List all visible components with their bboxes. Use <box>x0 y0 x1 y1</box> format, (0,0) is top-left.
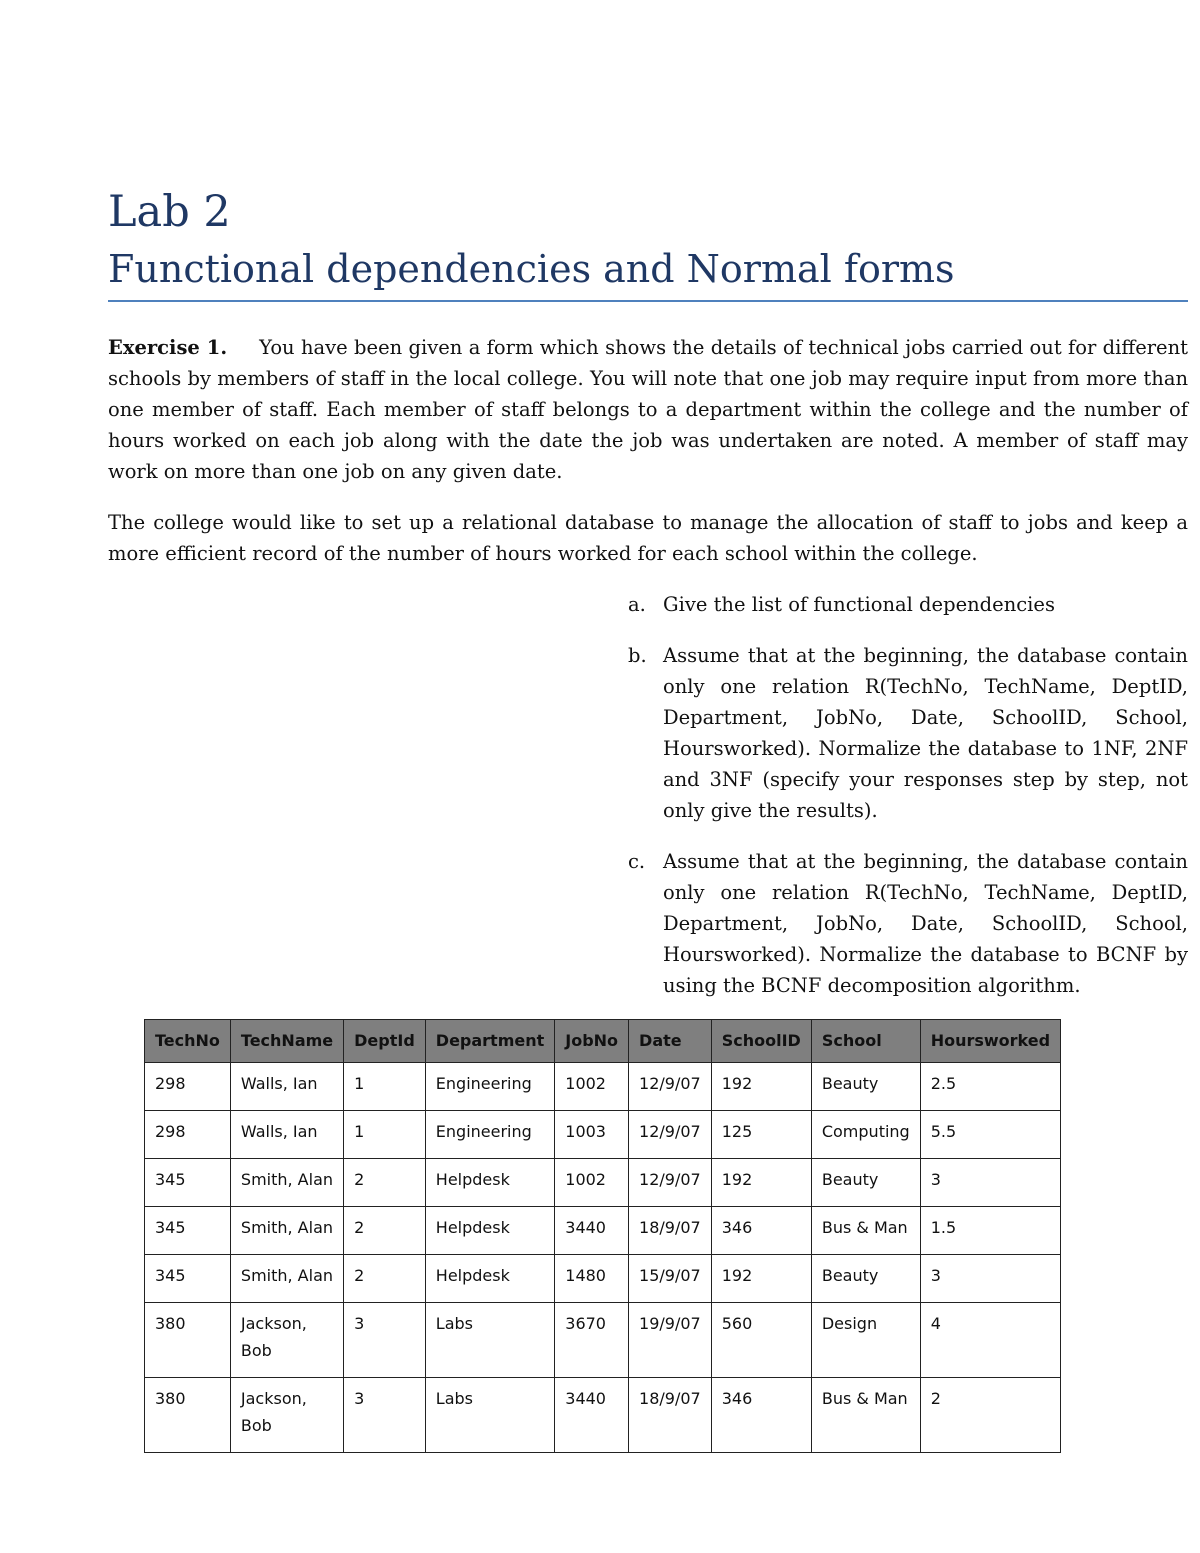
exercise-label: Exercise 1. <box>108 336 228 359</box>
cell-hoursworked: 3 <box>920 1255 1060 1303</box>
cell-deptid: 3 <box>344 1303 426 1378</box>
question-text: Assume that at the beginning, the database contain only one relation R(TechNo, TechName, DeptID, Department, JobNo, Date, SchoolID, School, Hoursworked). Normalize the database to 1NF, 2NF and 3NF (specify your responses step by step, not only give the results). <box>663 644 1188 822</box>
column-header: Hoursworked <box>920 1020 1060 1063</box>
cell-jobno: 1003 <box>555 1111 629 1159</box>
cell-schoolid: 125 <box>711 1111 811 1159</box>
cell-date: 18/9/07 <box>629 1207 712 1255</box>
cell-hoursworked: 3 <box>920 1159 1060 1207</box>
cell-school: Beauty <box>811 1063 920 1111</box>
cell-schoolid: 346 <box>711 1378 811 1453</box>
table-row <box>145 1303 1061 1378</box>
cell-techno: 345 <box>145 1207 231 1255</box>
question-text: Assume that at the beginning, the database contain only one relation R(TechNo, TechName, DeptID, Department, JobNo, Date, SchoolID, School, Hoursworked). Normalize the database to BCNF by using the BCNF decomposition algorithm. <box>663 850 1188 997</box>
cell-hoursworked: 4 <box>920 1303 1060 1378</box>
table-row <box>145 1255 1061 1303</box>
cell-deptid: 2 <box>344 1207 426 1255</box>
cell-school: Bus & Man <box>811 1378 920 1453</box>
cell-department: Engineering <box>425 1063 554 1111</box>
cell-techname: Smith, Alan <box>230 1159 343 1207</box>
table-header-row <box>145 1020 1061 1063</box>
cell-jobno: 1480 <box>555 1255 629 1303</box>
exercise-paragraph-2: The college would like to set up a relational database to manage the allocation of staff to jobs and keep a more efficient record of the number of hours worked for each school within the college. <box>108 511 1188 565</box>
cell-hoursworked: 1.5 <box>920 1207 1060 1255</box>
cell-schoolid: 192 <box>711 1159 811 1207</box>
cell-schoolid: 192 <box>711 1063 811 1111</box>
table-row <box>145 1159 1061 1207</box>
question-item <box>628 640 1188 826</box>
cell-schoolid: 192 <box>711 1255 811 1303</box>
cell-department: Helpdesk <box>425 1255 554 1303</box>
table-row <box>145 1063 1061 1111</box>
cell-date: 12/9/07 <box>629 1063 712 1111</box>
cell-department: Helpdesk <box>425 1159 554 1207</box>
cell-date: 19/9/07 <box>629 1303 712 1378</box>
cell-hoursworked: 5.5 <box>920 1111 1060 1159</box>
table-row <box>145 1378 1061 1453</box>
cell-date: 18/9/07 <box>629 1378 712 1453</box>
cell-deptid: 1 <box>344 1111 426 1159</box>
table-row <box>145 1111 1061 1159</box>
cell-techno: 298 <box>145 1111 231 1159</box>
lab-subtitle: Functional dependencies and Normal forms <box>108 247 955 291</box>
column-header: SchoolID <box>711 1020 811 1063</box>
question-marker: c. <box>628 850 646 873</box>
cell-school: Beauty <box>811 1255 920 1303</box>
cell-techname: Smith, Alan <box>230 1255 343 1303</box>
column-header: School <box>811 1020 920 1063</box>
table-row <box>145 1207 1061 1255</box>
jobs-table <box>144 1019 1061 1453</box>
title-divider <box>108 300 1188 302</box>
question-item <box>628 589 1188 620</box>
column-header: Date <box>629 1020 712 1063</box>
cell-techno: 345 <box>145 1255 231 1303</box>
cell-schoolid: 560 <box>711 1303 811 1378</box>
cell-school: Computing <box>811 1111 920 1159</box>
cell-jobno: 3440 <box>555 1207 629 1255</box>
cell-deptid: 2 <box>344 1255 426 1303</box>
cell-techname: Walls, Ian <box>230 1111 343 1159</box>
cell-department: Engineering <box>425 1111 554 1159</box>
question-item <box>628 846 1188 1001</box>
cell-department: Helpdesk <box>425 1207 554 1255</box>
column-header: JobNo <box>555 1020 629 1063</box>
cell-jobno: 1002 <box>555 1063 629 1111</box>
exercise-paragraph-1: You have been given a form which shows the details of technical jobs carried out for different schools by members of staff in the local college. You will note that one job may require input from more than one member of staff. Each member of staff belongs to a department within the college and the number of hours worked on each job along with the date the job was undertaken are noted. A member of staff may work on more than one job on any given date. <box>108 336 1188 483</box>
question-list <box>628 589 1188 1021</box>
cell-date: 15/9/07 <box>629 1255 712 1303</box>
cell-techno: 380 <box>145 1303 231 1378</box>
cell-techname: Smith, Alan <box>230 1207 343 1255</box>
column-header: Department <box>425 1020 554 1063</box>
cell-hoursworked: 2.5 <box>920 1063 1060 1111</box>
column-header: DeptId <box>344 1020 426 1063</box>
cell-school: Bus & Man <box>811 1207 920 1255</box>
exercise-intro <box>108 332 1188 487</box>
cell-techno: 380 <box>145 1378 231 1453</box>
cell-techno: 298 <box>145 1063 231 1111</box>
cell-deptid: 2 <box>344 1159 426 1207</box>
cell-techno: 345 <box>145 1159 231 1207</box>
cell-deptid: 1 <box>344 1063 426 1111</box>
cell-department: Labs <box>425 1303 554 1378</box>
question-marker: a. <box>628 593 646 616</box>
cell-jobno: 3440 <box>555 1378 629 1453</box>
cell-department: Labs <box>425 1378 554 1453</box>
lab-title: Lab 2 <box>108 187 231 237</box>
cell-date: 12/9/07 <box>629 1159 712 1207</box>
cell-date: 12/9/07 <box>629 1111 712 1159</box>
cell-hoursworked: 2 <box>920 1378 1060 1453</box>
cell-jobno: 3670 <box>555 1303 629 1378</box>
cell-techname: Jackson, Bob <box>230 1303 343 1378</box>
cell-techname: Jackson, Bob <box>230 1378 343 1453</box>
column-header: TechNo <box>145 1020 231 1063</box>
cell-school: Beauty <box>811 1159 920 1207</box>
cell-school: Design <box>811 1303 920 1378</box>
cell-jobno: 1002 <box>555 1159 629 1207</box>
question-marker: b. <box>628 644 647 667</box>
cell-deptid: 3 <box>344 1378 426 1453</box>
question-text: Give the list of functional dependencies <box>663 593 1055 616</box>
cell-techname: Walls, Ian <box>230 1063 343 1111</box>
column-header: TechName <box>230 1020 343 1063</box>
cell-schoolid: 346 <box>711 1207 811 1255</box>
